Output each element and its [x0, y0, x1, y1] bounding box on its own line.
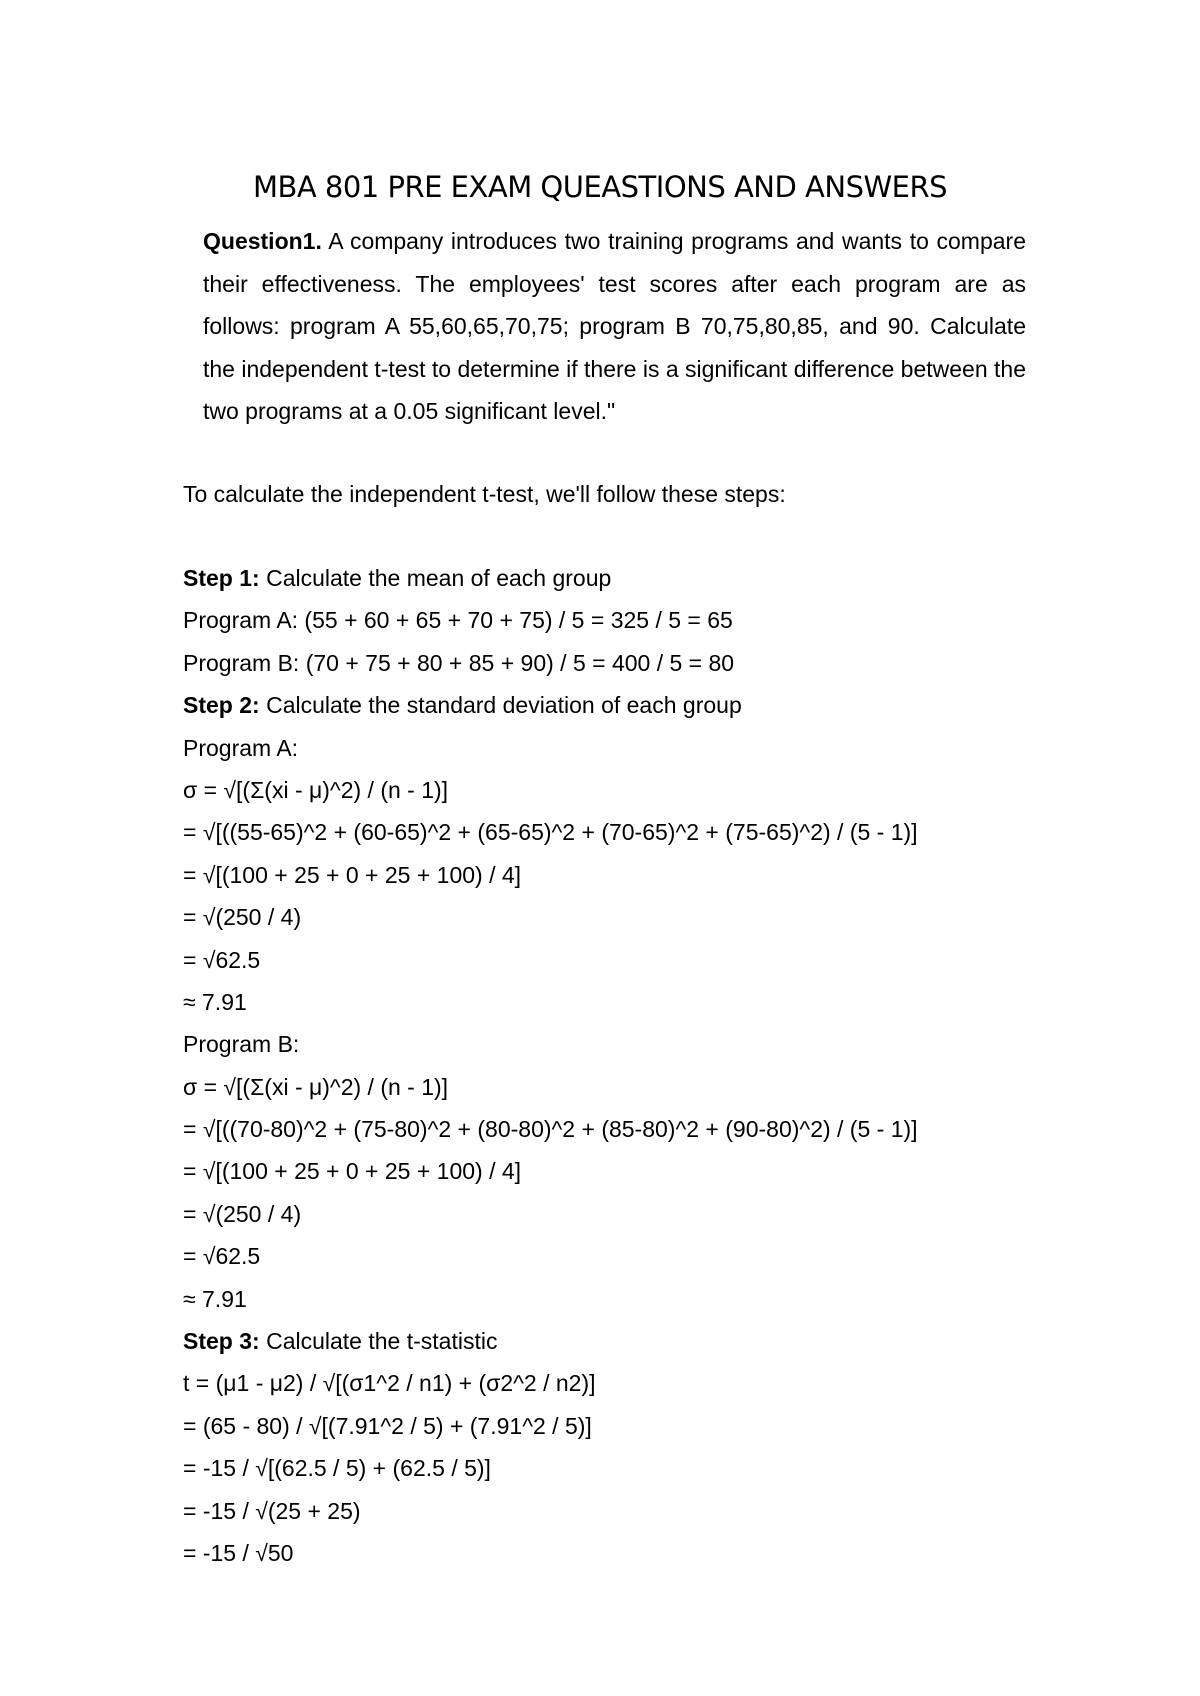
- solution-line: ≈ 7.91: [183, 1285, 247, 1312]
- question-text: A company introduces two training programs and wants to compare their effectiveness. The employees' test scores after each program are as follows: program A 55,60,65,70,75; program B 70,75,80,85, and 90. Calculate the independent t-test to determine if there is a significant difference between the two programs at a 0.05 significant level.": [203, 228, 1026, 424]
- solution-line: Program B:: [183, 1031, 300, 1058]
- step-heading: Step 2: Calculate the standard deviation of each group: [183, 692, 742, 719]
- solution-line: = -15 / √50: [183, 1539, 294, 1566]
- intro-text: To calculate the independent t-test, we'll follow these steps:: [183, 481, 786, 507]
- solution-line: = √(250 / 4): [183, 904, 302, 931]
- solution-line: = -15 / √(25 + 25): [183, 1497, 361, 1524]
- solution-line: = (65 - 80) / √[(7.91^2 / 5) + (7.91^2 / 5)]: [183, 1412, 592, 1439]
- step-heading: Step 3: Calculate the t-statistic: [183, 1328, 498, 1355]
- page-title: MBA 801 PRE EXAM QUEASTIONS AND ANSWERS: [252, 170, 948, 205]
- question-paragraph: [203, 220, 1026, 433]
- solution-line: = √[((70-80)^2 + (75-80)^2 + (80-80)^2 + (85-80)^2 + (90-80)^2) / (5 - 1)]: [183, 1116, 918, 1143]
- solution-line: = √[(100 + 25 + 0 + 25 + 100) / 4]: [183, 861, 522, 888]
- solution-line: = -15 / √[(62.5 / 5) + (62.5 / 5)]: [183, 1455, 491, 1482]
- solution-steps: [183, 557, 918, 1574]
- solution-line: Program B: (70 + 75 + 80 + 85 + 90) / 5 = 400 / 5 = 80: [183, 649, 735, 676]
- solution-line: Program A: (55 + 60 + 65 + 70 + 75) / 5 = 325 / 5 = 65: [183, 607, 733, 634]
- solution-line: σ = √[(Σ(xi - μ)^2) / (n - 1)]: [183, 1073, 449, 1100]
- solution-line: = √[(100 + 25 + 0 + 25 + 100) / 4]: [183, 1158, 522, 1185]
- solution-line: Program A:: [183, 734, 299, 761]
- solution-line: t = (μ1 - μ2) / √[(σ1^2 / n1) + (σ2^2 / n2)]: [183, 1370, 596, 1397]
- solution-line: = √62.5: [183, 946, 261, 973]
- question-label: Question1.: [203, 228, 322, 254]
- solution-line: = √[((55-65)^2 + (60-65)^2 + (65-65)^2 + (70-65)^2 + (75-65)^2) / (5 - 1)]: [183, 819, 918, 846]
- solution-line: = √62.5: [183, 1243, 261, 1270]
- solution-line: = √(250 / 4): [183, 1200, 302, 1227]
- solution-line: σ = √[(Σ(xi - μ)^2) / (n - 1)]: [183, 776, 449, 803]
- solution-line: ≈ 7.91: [183, 988, 247, 1015]
- step-heading: Step 1: Calculate the mean of each group: [183, 565, 612, 591]
